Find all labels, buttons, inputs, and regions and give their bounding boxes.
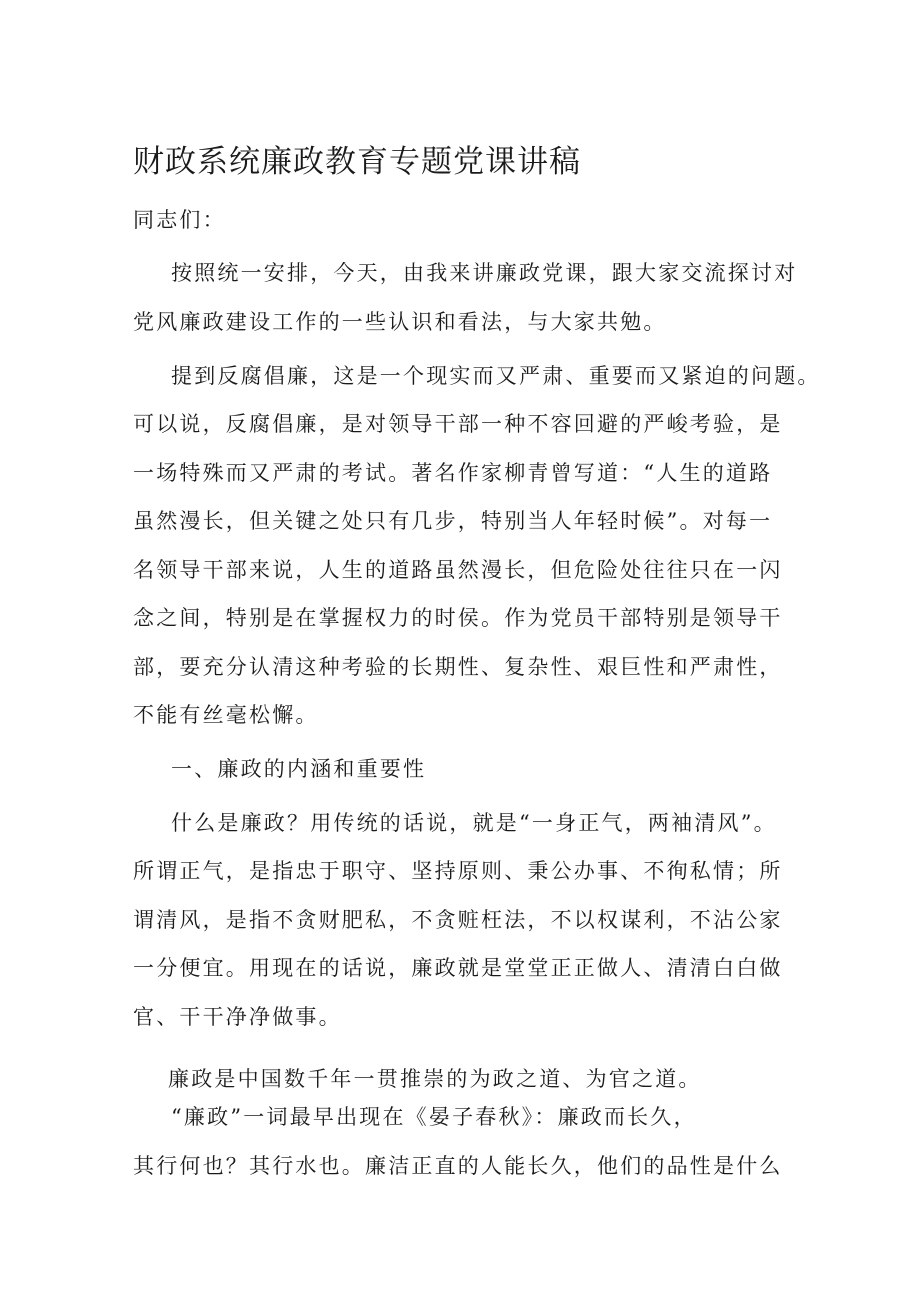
greeting: 同志们： bbox=[133, 208, 226, 232]
paragraph-line: 不能有丝毫松懈。 bbox=[133, 703, 319, 727]
paragraph-line: 一场特殊而又严肃的考试。著名作家柳青曾写道：“人生的道路 bbox=[133, 461, 773, 485]
paragraph-line: 虽然漫长，但关键之处只有几步，特别当人年轻时候”。对每一 bbox=[133, 509, 773, 533]
section-heading: 一、廉政的内涵和重要性 bbox=[171, 757, 427, 781]
paragraph-line: 按照统一安排，今天，由我来讲廉政党课，跟大家交流探讨对 bbox=[171, 261, 798, 285]
paragraph-line: 所谓正气，是指忠于职守、坚持原则、秉公办事、不徇私情；所 bbox=[133, 859, 783, 883]
paragraph-line: 党风廉政建设工作的一些认识和看法，与大家共勉。 bbox=[133, 310, 667, 334]
paragraph-line: 其行何也？其行水也。廉洁正直的人能长久，他们的品性是什么 bbox=[133, 1154, 783, 1178]
paragraph-line: 可以说，反腐倡廉，是对领导干部一种不容回避的严峻考验，是 bbox=[133, 412, 783, 436]
paragraph-line: 部，要充分认清这种考验的长期性、复杂性、艰巨性和严肃性， bbox=[133, 655, 783, 679]
paragraph-line: 什么是廉政？用传统的话说，就是“一身正气，两袖清风”。 bbox=[171, 811, 777, 835]
paragraph-line: 廉政是中国数千年一贯推崇的为政之道、为官之道。 bbox=[168, 1067, 702, 1091]
paragraph-line: 念之间，特别是在掌握权力的时侯。作为党员干部特别是领导干 bbox=[133, 606, 783, 630]
paragraph-line: 谓清风，是指不贪财肥私，不贪赃枉法，不以权谋利，不沾公家 bbox=[133, 908, 783, 932]
document-title: 财政系统廉政教育专题党课讲稿 bbox=[133, 144, 581, 180]
paragraph-line: 名领导干部来说，人生的道路虽然漫长，但危险处往往只在一闪 bbox=[133, 558, 783, 582]
paragraph-line: 提到反腐倡廉，这是一个现实而又严肃、重要而又紧迫的问题。 bbox=[171, 364, 821, 388]
paragraph-line: 官、干干净净做事。 bbox=[133, 1005, 342, 1029]
paragraph-line: “廉政”一词最早出现在《晏子春秋》：廉政而长久， bbox=[171, 1105, 697, 1129]
paragraph-line: 一分便宜。用现在的话说，廉政就是堂堂正正做人、清清白白做 bbox=[133, 956, 783, 980]
